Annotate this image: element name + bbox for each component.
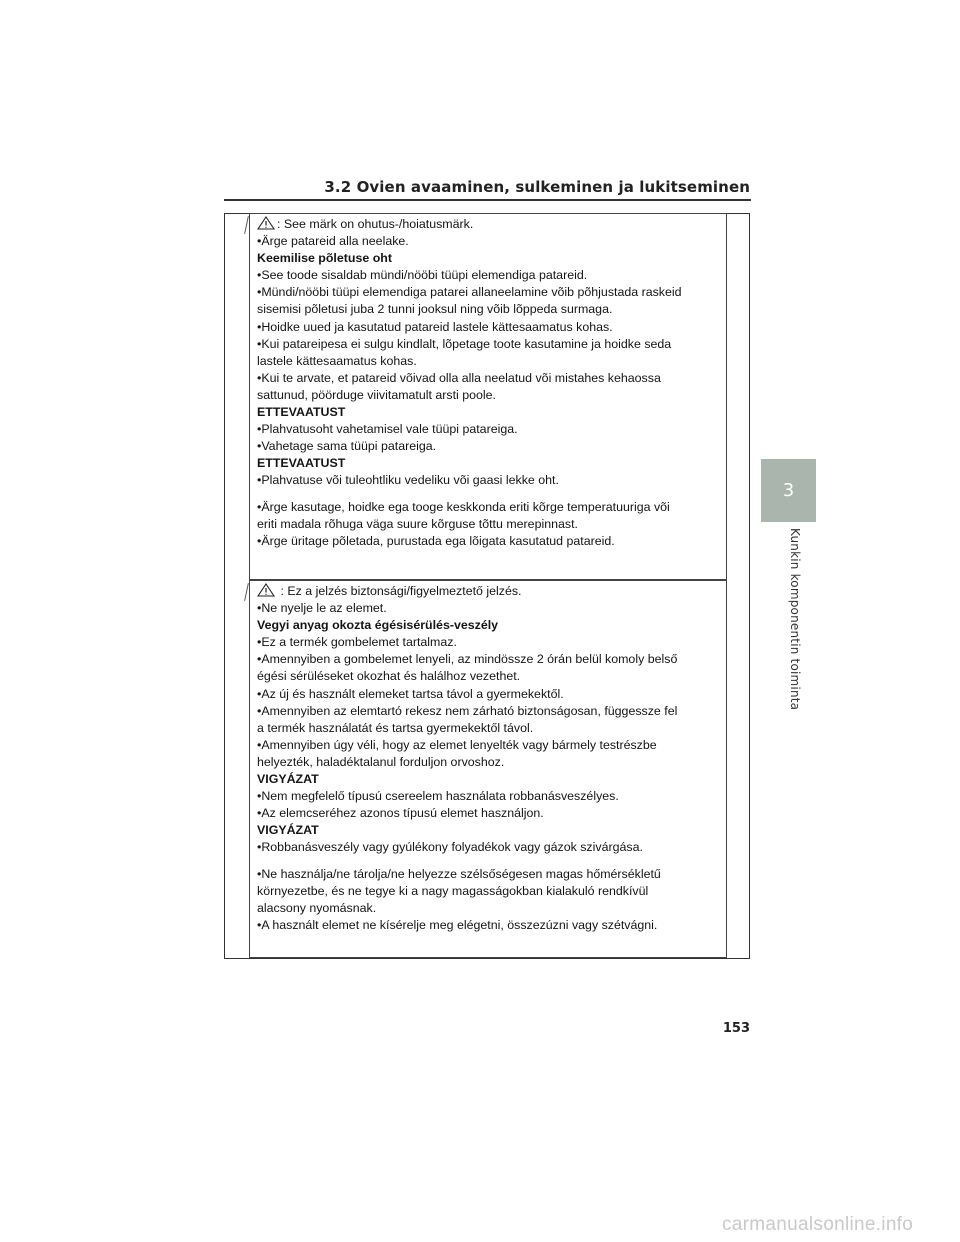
warning-line bbox=[257, 651, 717, 668]
warning-line bbox=[257, 805, 717, 822]
warning-line bbox=[257, 499, 717, 516]
line-text: •Ärge patareid alla neelake. bbox=[257, 234, 409, 249]
chapter-side-label: Kunkin komponentin toiminta bbox=[788, 528, 802, 711]
line-text: VIGYÁZAT bbox=[257, 823, 319, 838]
line-text: •Hoidke uued ja kasutatud patareid lastele kättesaamatus kohas. bbox=[257, 319, 613, 334]
line-text: •A használt elemet ne kísérelje meg elégetni, összezúzni vagy szétvágni. bbox=[257, 917, 658, 932]
section-header: 3.2 Ovien avaaminen, sulkeminen ja lukitseminen bbox=[324, 178, 750, 196]
line-text: •Plahvatuse või tuleohtliku vedeliku või gaasi lekke oht. bbox=[257, 473, 559, 488]
hungarian-warning-text bbox=[257, 583, 717, 934]
warning-line bbox=[257, 600, 717, 617]
warning-line bbox=[257, 917, 717, 934]
warning-line bbox=[257, 233, 717, 250]
warning-line bbox=[257, 788, 717, 805]
warning-line bbox=[257, 387, 717, 404]
warning-line bbox=[257, 438, 717, 455]
warning-line bbox=[257, 353, 717, 370]
line-text: •Plahvatusoht vahetamisel vale tüüpi patareiga. bbox=[257, 422, 518, 437]
chapter-number: 3 bbox=[782, 480, 795, 501]
warning-line bbox=[257, 668, 717, 685]
line-text: alacsony nyomásnak. bbox=[257, 900, 377, 915]
line-text: •Robbanásveszély vagy gyúlékony folyadékok vagy gázok szivárgása. bbox=[257, 840, 643, 855]
warning-line bbox=[257, 421, 717, 438]
warning-line bbox=[257, 533, 717, 550]
paragraph-gap bbox=[257, 857, 717, 866]
page-number: 153 bbox=[722, 1021, 750, 1036]
line-text: •See toode sisaldab mündi/nööbi tüüpi elemendiga patareid. bbox=[257, 268, 588, 283]
warning-line bbox=[257, 583, 717, 600]
warning-line bbox=[257, 866, 717, 883]
line-text: égési sérüléseket okozhat és halálhoz vezethet. bbox=[257, 669, 521, 684]
line-text: Vegyi anyag okozta égésisérülés-veszély bbox=[257, 618, 499, 633]
warning-line bbox=[257, 301, 717, 318]
warning-line bbox=[257, 686, 717, 703]
warning-heading bbox=[257, 455, 717, 472]
warning-line bbox=[257, 267, 717, 284]
warning-line bbox=[257, 737, 717, 754]
paragraph-gap bbox=[257, 490, 717, 499]
warning-line bbox=[257, 703, 717, 720]
line-text: ETTEVAATUST bbox=[257, 405, 346, 420]
warning-line bbox=[257, 370, 717, 387]
watermark: carmanualsonline.info bbox=[722, 1214, 914, 1235]
line-text: : Ez a jelzés biztonsági/figyelmeztető jelzés. bbox=[277, 584, 522, 598]
line-text: ETTEVAATUST bbox=[257, 456, 346, 471]
line-text: •Amennyiben a gombelemet lenyeli, az mindössze 2 órán belül komoly belső bbox=[257, 652, 678, 667]
chapter-tab bbox=[761, 459, 816, 522]
warning-line bbox=[257, 900, 717, 917]
line-text: a termék használatát és tartsa gyermekektől távol. bbox=[257, 720, 534, 735]
warning-heading bbox=[257, 617, 717, 634]
panel-divider bbox=[249, 579, 727, 580]
line-text: eriti madala rõhuga väga suure kõrguse tõttu merepinnast. bbox=[257, 516, 578, 531]
line-text: •Az új és használt elemeket tartsa távol a gyermekektől. bbox=[257, 686, 564, 701]
warning-line bbox=[257, 720, 717, 737]
warning-line bbox=[257, 284, 717, 301]
warning-line bbox=[257, 754, 717, 771]
line-text: •Az elemcseréhez azonos típusú elemet használjon. bbox=[257, 806, 544, 821]
warning-line bbox=[257, 839, 717, 856]
warning-heading bbox=[257, 404, 717, 421]
line-text: •Mündi/nööbi tüüpi elemendiga patarei allaneelamine võib põhjustada raskeid bbox=[257, 285, 682, 300]
warning-line bbox=[257, 336, 717, 353]
line-text: •Ärge üritage põletada, purustada ega lõigata kasutatud patareid. bbox=[257, 533, 615, 548]
line-text: : See märk on ohutus-/hoiatusmärk. bbox=[277, 217, 474, 231]
line-text: helyezték, haladéktalanul forduljon orvoshoz. bbox=[257, 754, 505, 769]
line-text: •Nem megfelelő típusú csereelem használata robbanásveszélyes. bbox=[257, 789, 619, 804]
warning-line bbox=[257, 319, 717, 336]
line-text: •Amennyiben az elemtartó rekesz nem zárható biztonságosan, függessze fel bbox=[257, 703, 678, 718]
line-text: •Kui patareipesa ei sulgu kindlalt, lõpetage toote kasutamine ja hoidke seda bbox=[257, 336, 672, 351]
warning-heading bbox=[257, 771, 717, 788]
line-text: •Vahetage sama tüüpi patareiga. bbox=[257, 439, 437, 454]
line-text: •Ne nyelje le az elemet. bbox=[257, 601, 387, 616]
header-rule bbox=[224, 199, 751, 201]
estonian-warning-text bbox=[257, 216, 717, 550]
line-text: lastele kättesaamatus kohas. bbox=[257, 353, 417, 368]
warning-triangle-icon bbox=[257, 216, 275, 230]
line-text: •Ne használja/ne tárolja/ne helyezze szélsőségesen magas hőmérsékletű bbox=[257, 866, 661, 881]
line-text: •Ärge kasutage, hoidke ega tooge keskkonda eriti kõrge temperatuuriga või bbox=[257, 499, 670, 514]
line-text: •Ez a termék gombelemet tartalmaz. bbox=[257, 635, 457, 650]
line-text: környezetbe, és ne tegye ki a nagy magasságokban kialakuló rendkívül bbox=[257, 883, 649, 898]
warning-line bbox=[257, 634, 717, 651]
line-text: •Kui te arvate, et patareid võivad olla alla neelatud või mistahes kehaossa bbox=[257, 370, 661, 385]
line-text: VIGYÁZAT bbox=[257, 772, 319, 787]
warning-line bbox=[257, 216, 717, 233]
warning-line bbox=[257, 472, 717, 489]
warning-triangle-icon bbox=[257, 583, 275, 597]
warning-heading bbox=[257, 250, 717, 267]
warning-line bbox=[257, 883, 717, 900]
warning-heading bbox=[257, 822, 717, 839]
line-text: sattunud, pöörduge viivitamatult arsti poole. bbox=[257, 387, 497, 402]
warning-line bbox=[257, 516, 717, 533]
line-text: Keemilise põletuse oht bbox=[257, 251, 392, 266]
line-text: •Amennyiben úgy véli, hogy az elemet lenyelték vagy bármely testrészbe bbox=[257, 737, 657, 752]
line-text: sisemisi põletusi juba 2 tunni jooksul ning võib lõppeda surmaga. bbox=[257, 302, 613, 317]
